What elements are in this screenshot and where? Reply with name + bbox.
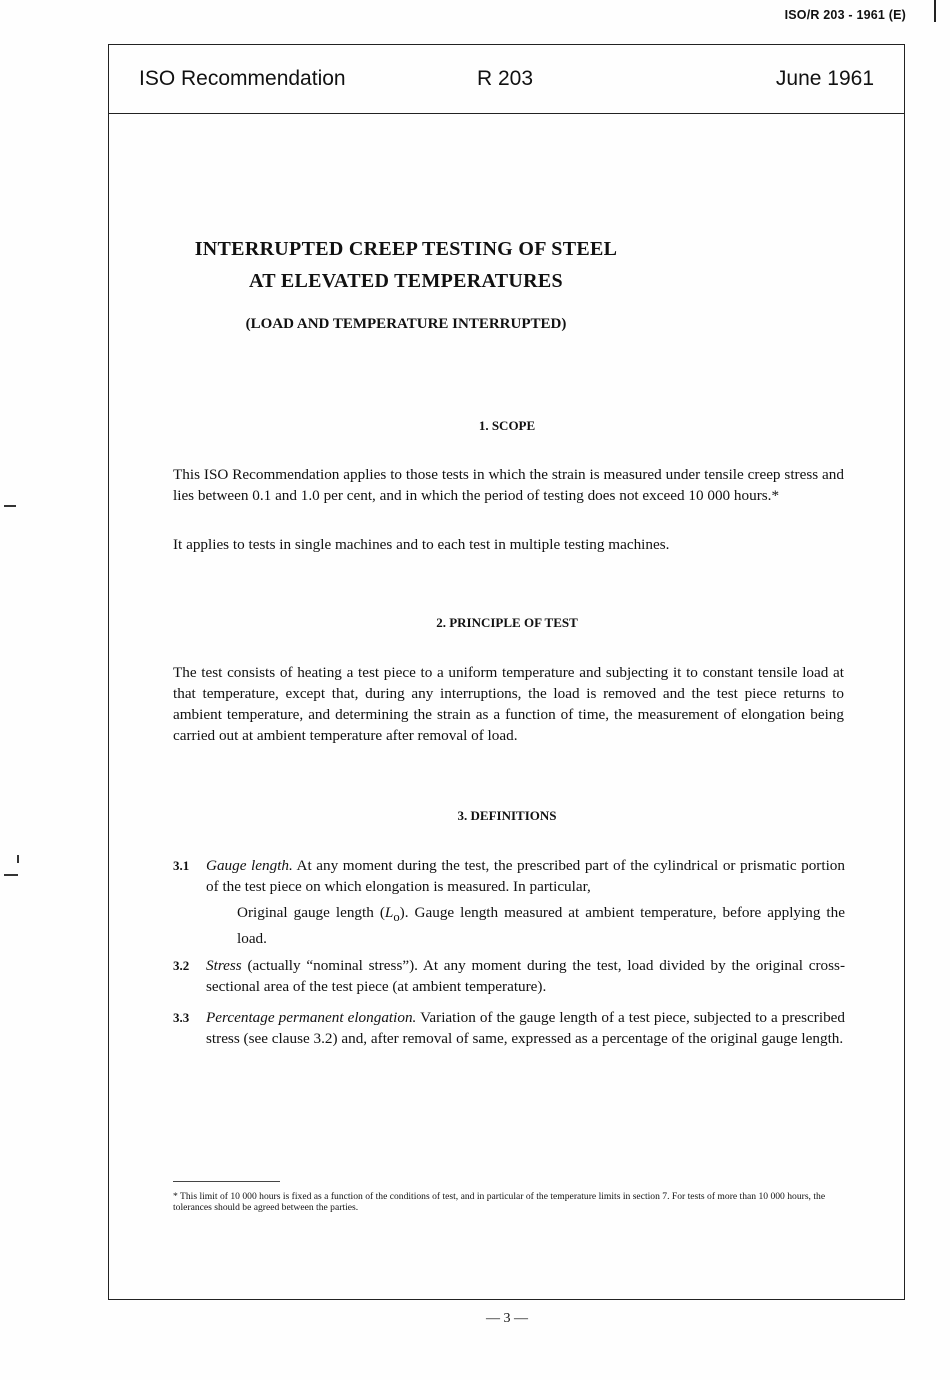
series-label: ISO Recommendation <box>139 67 346 90</box>
header-bar <box>109 45 904 114</box>
section-heading-scope: 1. SCOPE <box>478 418 536 433</box>
definition-gauge-length <box>206 855 845 897</box>
scope-paragraph-2: It applies to tests in single machines and to each test in multiple testing machines. <box>173 536 670 553</box>
footnote: * This limit of 10 000 hours is fixed as a function of the conditions of test, and in particular of the temperature limits in section 7. For tests of more than 10 000 hours, the tolerances should be agreed between the parties. <box>173 1191 826 1213</box>
section-heading-principle: 2. PRINCIPLE OF TEST <box>436 615 578 630</box>
section-heading-definitions: 3. DEFINITIONS <box>457 808 557 823</box>
symbol-l: L <box>384 904 394 921</box>
principle-paragraph: The test consists of heating a test piece to a uniform temperature and subjecting it to constant tensile load at that temperature, except that, during any interruptions, the load is removed and the test piece returns to ambient temperature, and determining the strain as a function of time, the measurement of elongation being carried out at ambient temperature after removal of load. <box>173 664 844 744</box>
definition-text: (actually “nominal stress”). At any moment during the test, load divided by the original cross-sectional area of the test piece (at ambient temperature). <box>206 957 845 995</box>
sub-definition-text: ). Gauge length measured at ambient temperature, before applying the load. <box>237 904 845 948</box>
definition-number: 3.2 <box>173 958 190 973</box>
scan-mark <box>4 874 18 876</box>
definition-number: 3.3 <box>173 1010 190 1025</box>
definition-percentage-permanent-elongation <box>206 1007 845 1049</box>
title-line-1: INTERRUPTED CREEP TESTING OF STEEL <box>194 238 618 260</box>
sub-definition-term: Original gauge length ( <box>237 904 385 921</box>
document-code: ISO/R 203 - 1961 (E) <box>784 8 906 22</box>
title-line-2: AT ELEVATED TEMPERATURES <box>249 270 563 292</box>
scan-edge-mark <box>934 0 936 22</box>
definition-term: Percentage permanent elongation. <box>206 1009 417 1026</box>
definition-term: Gauge length. <box>206 857 293 874</box>
definition-stress <box>206 955 845 997</box>
page-number: — 3 — <box>486 1311 528 1326</box>
definition-number: 3.1 <box>173 858 190 873</box>
definition-text: At any moment during the test, the prescribed part of the cylindrical or prismatic portion of the test piece on which elongation is measured. In particular, <box>206 857 845 895</box>
scan-mark <box>4 505 16 507</box>
scope-paragraph-1: This ISO Recommendation applies to those tests in which the strain is measured under tensile creep stress and lies between 0.1 and 1.0 per cent, and in which the period of testing does not exceed 10 000 hours.* <box>173 466 844 504</box>
symbol-index: o <box>393 910 400 925</box>
recommendation-number: R 203 <box>477 67 534 90</box>
footnote-rule <box>173 1181 280 1182</box>
publication-date: June 1961 <box>775 67 874 90</box>
definition-term: Stress <box>206 957 242 974</box>
definition-text: Variation of the gauge length of a test piece, subjected to a prescribed stress (see clause 3.2) and, after removal of same, expressed as a percentage of the original gauge length. <box>206 1009 845 1047</box>
definition-original-gauge-length <box>237 902 845 949</box>
scan-mark <box>17 855 19 863</box>
subtitle: (LOAD AND TEMPERATURE INTERRUPTED) <box>245 316 567 332</box>
